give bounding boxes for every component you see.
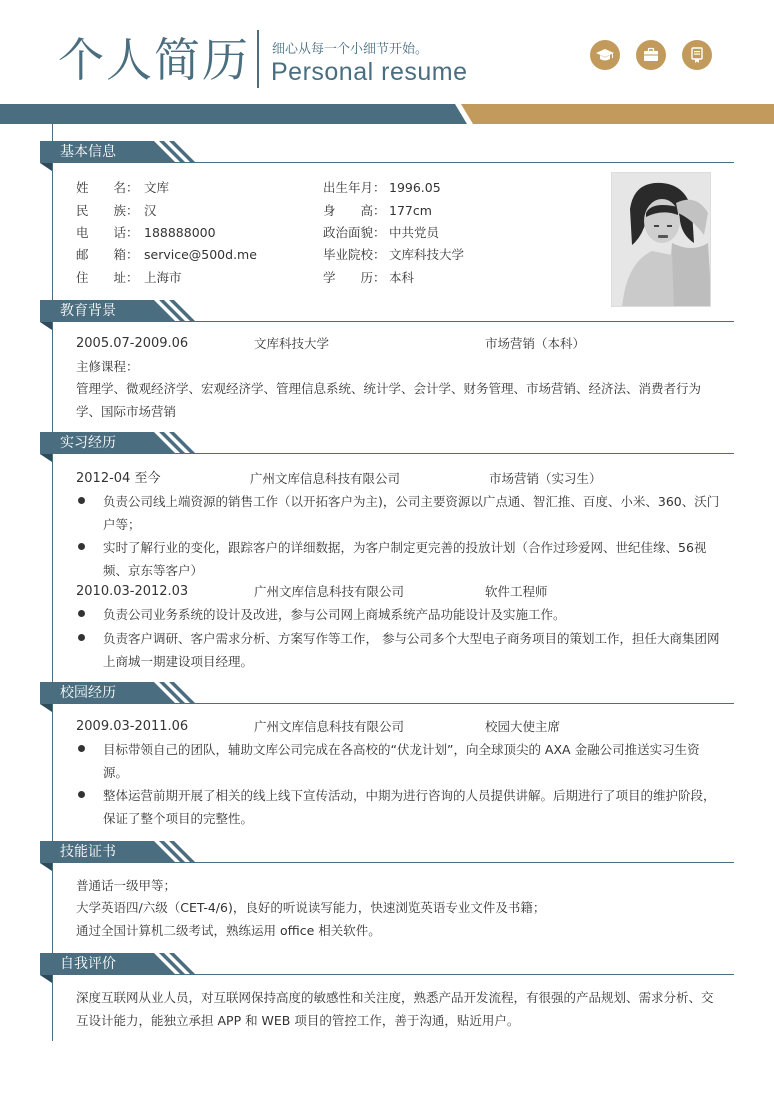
- section-header-education: [40, 300, 734, 322]
- section-rule: [164, 453, 734, 454]
- section-header-internship: [40, 432, 734, 454]
- ribbon-fold: [40, 163, 52, 171]
- section-header-self: [40, 953, 734, 975]
- campus-role: 校园大使主席: [485, 719, 561, 734]
- section-title: 自我评价: [40, 953, 144, 975]
- briefcase-icon: [636, 40, 666, 70]
- page-title: 个人简历: [58, 33, 250, 87]
- degree-label: 学 历：: [323, 270, 386, 285]
- section-rule: [164, 974, 734, 975]
- education-school: 文库科技大学: [254, 336, 330, 351]
- school-label: 毕业院校：: [323, 247, 386, 262]
- stripes-decoration: [144, 141, 204, 163]
- education-period: 2005.07-2009.06: [76, 336, 189, 351]
- politics-value: 中共党员: [389, 225, 440, 240]
- section-header-basic: [40, 141, 734, 163]
- header-tagline: 细心从每一个小细节开始。: [272, 42, 429, 57]
- degree-value: 本科: [389, 270, 415, 285]
- header-subtitle: Personal resume: [271, 58, 468, 86]
- section-title: 教育背景: [40, 300, 144, 322]
- self-evaluation-text: 深度互联网从业人员，对互联网保持高度的敏感性和关注度，熟悉产品开发流程，有很强的产品规划、需求分析、交互设计能力，能独立承担 APP 和 WEB 项目的管控工作，善于沟通，贴近用户。: [76, 990, 714, 1028]
- courses-text: 管理学、微观经济学、宏观经济学、管理信息系统、统计学、会计学、财务管理、市场营销、经济法、消费者行为学、国际市场营销: [76, 381, 702, 419]
- address-label: 住 址：: [76, 270, 139, 285]
- skill-line: 普通话一级甲等；: [76, 878, 177, 893]
- ribbon-fold: [40, 322, 52, 330]
- bullet-dot: [78, 543, 85, 550]
- education-major: 市场营销（本科）: [485, 336, 586, 351]
- profile-photo: [611, 172, 711, 307]
- job-bullet: 实时了解行业的变化，跟踪客户的详细数据，为客户制定更完善的投放计划（合作过珍爱网、世纪佳缘、56视频、京东等客户）: [103, 540, 707, 578]
- header-divider: [257, 30, 259, 88]
- job-bullet: 负责客户调研、客户需求分析、方案写作等工作， 参与公司多个大型电子商务项目的策划工作，担任大商集团网上商城一期建设项目经理。: [103, 631, 720, 669]
- campus-period: 2009.03-2011.06: [76, 719, 189, 734]
- section-header-skills: [40, 841, 734, 863]
- section-rule: [164, 162, 734, 163]
- name-value: 文库: [144, 180, 170, 195]
- section-title: 技能证书: [40, 841, 144, 863]
- section-rule: [164, 321, 734, 322]
- birth-label: 出生年月：: [323, 180, 386, 195]
- stripes-decoration: [144, 841, 204, 863]
- stripes-decoration: [144, 432, 204, 454]
- ribbon-fold: [40, 863, 52, 871]
- birth-value: 1996.05: [389, 180, 441, 195]
- courses-label: 主修课程：: [76, 359, 139, 374]
- job-bullet: 负责公司线上端资源的销售工作（以开拓客户为主)，公司主要资源以广点通、智汇推、百度、小米、360、沃门户等；: [103, 494, 720, 532]
- graduation-cap-icon: [590, 40, 620, 70]
- section-title: 实习经历: [40, 432, 144, 454]
- timeline-line: [52, 124, 53, 1041]
- stripes-decoration: [144, 300, 204, 322]
- phone-value: 188888000: [144, 225, 216, 240]
- phone-label: 电 话：: [76, 225, 139, 240]
- bullet-dot: [78, 610, 85, 617]
- address-value: 上海市: [144, 270, 182, 285]
- height-label: 身 高：: [323, 203, 386, 218]
- job-role: 软件工程师: [485, 584, 548, 599]
- header-band: [0, 104, 774, 124]
- politics-label: 政治面貌：: [323, 225, 386, 240]
- bullet-dot: [78, 497, 85, 504]
- section-title: 基本信息: [40, 141, 144, 163]
- bullet-dot: [78, 745, 85, 752]
- ethnicity-value: 汉: [144, 203, 157, 218]
- stripes-decoration: [144, 682, 204, 704]
- job-bullet: 负责公司业务系统的设计及改进，参与公司网上商城系统产品功能设计及实施工作。: [103, 607, 566, 622]
- campus-bullet: 目标带领自己的团队，辅助文库公司完成在各高校的“伏龙计划”，向全球顶尖的 AXA 金融公司推送实习生资源。: [103, 742, 700, 780]
- bullet-dot: [78, 634, 85, 641]
- campus-bullet: 整体运营前期开展了相关的线上线下宣传活动，中期为进行咨询的人员提供讲解。后期进行了项目的维护阶段，保证了整个项目的完整性。: [103, 788, 716, 826]
- campus-company: 广州文库信息科技有限公司: [254, 719, 405, 734]
- job-company: 广州文库信息科技有限公司: [250, 471, 401, 486]
- ribbon-fold: [40, 975, 52, 983]
- section-rule: [164, 703, 734, 704]
- job-period: 2010.03-2012.03: [76, 584, 189, 599]
- skill-line: 大学英语四/六级（CET-4/6)，良好的听说读写能力，快速浏览英语专业文件及书籍；: [76, 900, 546, 915]
- job-role: 市场营销（实习生）: [489, 471, 602, 486]
- ethnicity-label: 民 族：: [76, 203, 139, 218]
- height-value: 177cm: [389, 203, 432, 218]
- skill-line: 通过全国计算机二级考试，熟练运用 office 相关软件。: [76, 923, 381, 938]
- section-title: 校园经历: [40, 682, 144, 704]
- section-header-campus: [40, 682, 734, 704]
- job-period: 2012-04 至今: [76, 471, 161, 486]
- ribbon-fold: [40, 454, 52, 462]
- school-value: 文库科技大学: [389, 247, 465, 262]
- bullet-dot: [78, 791, 85, 798]
- name-label: 姓 名：: [76, 180, 139, 195]
- email-value[interactable]: service@500d.me: [144, 247, 257, 262]
- email-label: 邮 箱：: [76, 247, 139, 262]
- stripes-decoration: [144, 953, 204, 975]
- certificate-icon: [682, 40, 712, 70]
- ribbon-fold: [40, 704, 52, 712]
- job-company: 广州文库信息科技有限公司: [254, 584, 405, 599]
- section-rule: [164, 862, 734, 863]
